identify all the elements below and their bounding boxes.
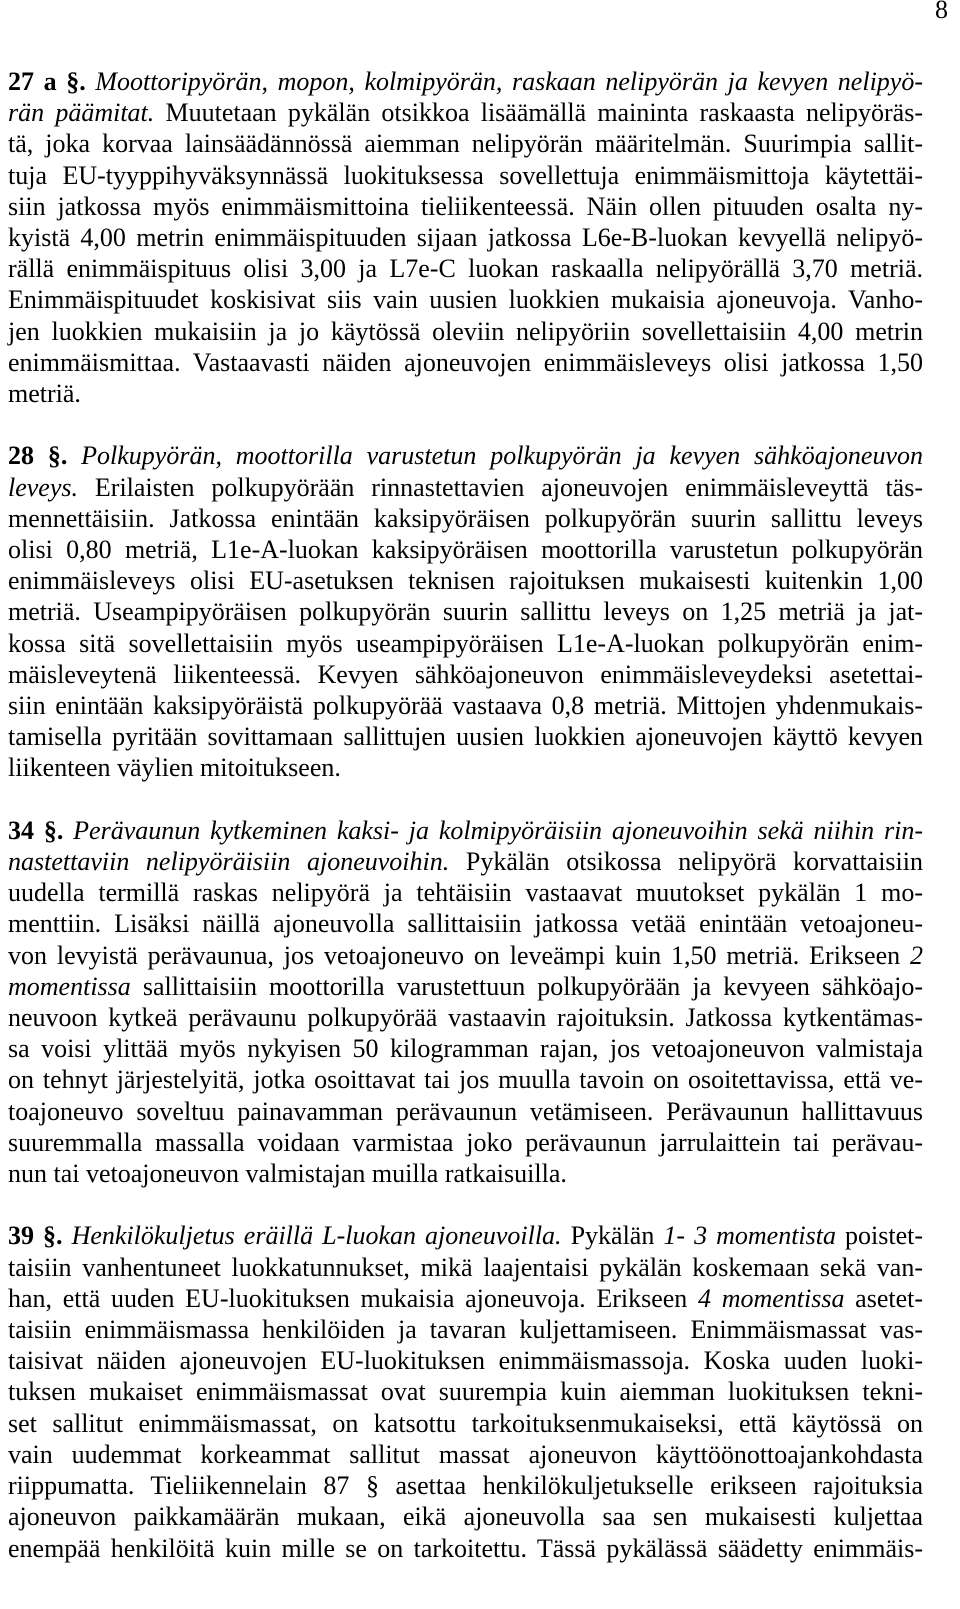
text-line [8, 191, 923, 222]
text-line [8, 1220, 923, 1251]
text-line [8, 1158, 923, 1189]
body-text: han, että uuden EU-luokituksen mukaisia ajoneuvoja. Erikseen [8, 1283, 698, 1313]
text-line [8, 1064, 923, 1095]
section-title: nastettaviin nelipyöräisiin ajoneuvoihin. [8, 847, 450, 877]
body-text: olisi 0,80 metriä, L1e-A-luokan kaksipyöräisen moottorilla varustetun polkupyörän [8, 535, 923, 565]
text-line [8, 97, 923, 128]
document-body [8, 66, 923, 1564]
body-text: on tehnyt järjestelyitä, jotka osoittavat tai jos muulla tavoin on osoitettavissa, että ve- [8, 1065, 923, 1095]
body-text: riippumatta. Tieliikennelain 87 § asettaa henkilökuljetukselle erikseen rajoituksia [8, 1471, 923, 1501]
section-title: Perävaunun kytkeminen kaksi- ja kolmipyöräisiin ajoneuvoihin sekä niihin rin- [63, 815, 924, 845]
body-text: von levyistä perävaunua, jos vetoajoneuvo on leveämpi kuin 1,50 metriä. Erikseen [8, 940, 910, 970]
text-line [8, 378, 923, 409]
body-text: tuja EU-tyyppihyväksynnässä luokituksessa sovellettuja enimmäismittoja käytettäi- [8, 160, 923, 190]
body-text: vain uudemmat korkeammat sallitut massat ajoneuvon käyttöönottoajankohdasta [8, 1439, 923, 1469]
section-28 [8, 440, 923, 783]
text-line [8, 1345, 923, 1376]
text-line [8, 596, 923, 627]
body-text: jen luokkien mukaisiin ja jo käytössä oleviin nelipyöriin sovellettaisiin 4,00 metrin [8, 316, 923, 346]
body-text: siin enintään kaksipyöräistä polkupyörää vastaava 0,8 metriä. Mittojen yhdenmukais- [8, 691, 923, 721]
section-27a [8, 66, 923, 409]
text-line [8, 128, 923, 159]
text-line [8, 565, 923, 596]
body-text: asetet- [844, 1283, 924, 1313]
body-text: menttiin. Lisäksi näillä ajoneuvolla sallittaisiin jatkossa vetää enintään vetoajoneu- [8, 909, 923, 939]
section-34 [8, 815, 923, 1189]
section-title: rän päämitat. [8, 98, 155, 128]
momentti-reference: 2 [910, 940, 923, 970]
momentti-reference: 4 momentissa [698, 1283, 845, 1313]
body-text: tä, joka korvaa lainsäädännössä aiemman nelipyörän määritelmän. Suurimpia sallit- [8, 129, 923, 159]
text-line [8, 253, 923, 284]
section-number: 28 §. [8, 441, 68, 471]
section-title: leveys. [8, 472, 79, 502]
section-title: Moottoripyörän, mopon, kolmipyörän, raskaan nelipyörän ja kevyen nelipyö- [85, 67, 923, 96]
text-line [8, 347, 923, 378]
text-line [8, 1501, 923, 1532]
text-line [8, 503, 923, 534]
body-text: toajoneuvo soveltuu painavamman perävaunun vetämiseen. Perävaunun hallittavuus [8, 1096, 923, 1126]
section-39 [8, 1220, 923, 1563]
text-line [8, 534, 923, 565]
body-text: Muutetaan pykälän otsikkoa lisäämällä maininta raskaasta nelipyöräs- [154, 98, 923, 128]
body-text: Pykälän otsikossa nelipyörä korvattaisiin [449, 847, 923, 877]
section-number: 27 a §. [8, 67, 86, 96]
body-text: taisiin enimmäismassa henkilöiden ja tavaran kuljettamiseen. Enimmäismassat vas- [8, 1315, 923, 1345]
text-line [8, 316, 923, 347]
body-text: Pykälän [561, 1221, 664, 1251]
text-line [8, 440, 923, 471]
body-text: metriä. [8, 379, 81, 409]
body-text: uudella termillä raskas nelipyörä ja tehtäisiin vastaavat muutokset pykälän 1 mo- [8, 878, 923, 908]
text-line [8, 1314, 923, 1345]
text-line [8, 877, 923, 908]
text-line [8, 690, 923, 721]
text-line [8, 815, 923, 846]
body-text: rällä enimmäispituus olisi 3,00 ja L7e-C luokan raskaalla nelipyörällä 3,70 metriä. [8, 254, 923, 284]
section-number: 39 §. [8, 1221, 63, 1251]
momentti-reference: 1- 3 momentista [663, 1221, 836, 1251]
body-text: tamisella pyritään sovittamaan sallittujen uusien luokkien ajoneuvojen käyttö kevyen [8, 722, 923, 752]
text-line [8, 908, 923, 939]
body-text: enempää henkilöitä kuin mille se on tarkoitettu. Tässä pykälässä säädetty enimmäis- [8, 1533, 923, 1563]
momentti-reference: momentissa [8, 971, 131, 1001]
body-text: taisiin vanhentuneet luokkatunnukset, mikä laajentaisi pykälän koskemaan sekä van- [8, 1252, 923, 1282]
body-text: enimmäisleveys olisi EU-asetuksen teknisen rajoituksen mukaisesti kuitenkin 1,00 [8, 566, 923, 596]
body-text: liikenteen väylien mitoitukseen. [8, 753, 341, 783]
body-text: nun tai vetoajoneuvon valmistajan muilla ratkaisuilla. [8, 1159, 567, 1189]
text-line [8, 846, 923, 877]
body-text: mennettäisiin. Jatkossa enintään kaksipyöräisen polkupyörän suurin sallittu leveys [8, 503, 923, 533]
text-line [8, 1033, 923, 1064]
text-line [8, 1470, 923, 1501]
body-text: sallittaisiin moottorilla varustettuun polkupyörään ja kevyeen sähköajo- [130, 971, 923, 1001]
section-title: Henkilökuljetus eräillä L-luokan ajoneuvoilla. [62, 1221, 562, 1251]
text-line [8, 1283, 923, 1314]
body-text: Enimmäispituudet koskisivat siis vain uusien luokkien mukaisia ajoneuvoja. Vanho- [8, 285, 923, 315]
body-text: poistet- [836, 1221, 924, 1251]
text-line [8, 284, 923, 315]
text-line [8, 66, 923, 97]
text-line [8, 971, 923, 1002]
body-text: sa voisi ylittää myös nykyisen 50 kilogramman rajan, jos vetoajoneuvon valmistaja [8, 1034, 923, 1064]
text-line [8, 721, 923, 752]
body-text: suuremmalla massalla voidaan varmistaa joko perävaunun jarrulaittein tai perävau- [8, 1127, 923, 1157]
text-line [8, 659, 923, 690]
section-title: Polkupyörän, moottorilla varustetun polkupyörän ja kevyen sähköajoneuvon [67, 441, 923, 471]
text-line [8, 1376, 923, 1407]
body-text: Erilaisten polkupyörään rinnastettavien ajoneuvojen enimmäisleveyttä täs- [78, 472, 923, 502]
body-text: taisivat näiden ajoneuvojen EU-luokituksen enimmäismassoja. Koska uuden luoki- [8, 1346, 923, 1376]
body-text: enimmäismittaa. Vastaavasti näiden ajoneuvojen enimmäisleveys olisi jatkossa 1,50 [8, 347, 923, 377]
text-line [8, 628, 923, 659]
text-line [8, 1408, 923, 1439]
text-line [8, 1533, 923, 1564]
page-number: 8 [935, 0, 948, 24]
text-line [8, 472, 923, 503]
text-line [8, 1096, 923, 1127]
text-line [8, 222, 923, 253]
body-text: mäisleveytenä liikenteessä. Kevyen sähköajoneuvon enimmäisleveydeksi asetettai- [8, 659, 923, 689]
section-number: 34 §. [8, 815, 64, 845]
text-line [8, 1002, 923, 1033]
text-line [8, 1127, 923, 1158]
body-text: ajoneuvon paikkamäärän mukaan, eikä ajoneuvolla saa sen mukaisesti kuljettaa [8, 1502, 923, 1532]
body-text: neuvoon kytkeä perävaunu polkupyörää vastaavin rajoituksin. Jatkossa kytkentämas- [8, 1003, 923, 1033]
body-text: set sallitut enimmäismassat, on katsottu tarkoituksenmukaiseksi, että käytössä on [8, 1408, 923, 1438]
text-line [8, 1439, 923, 1470]
text-line [8, 1252, 923, 1283]
body-text: siin jatkossa myös enimmäismittoina tieliikenteessä. Näin ollen pituuden osalta ny- [8, 191, 923, 221]
text-line [8, 752, 923, 783]
body-text: tuksen mukaiset enimmäismassat ovat suurempia kuin aiemman luokituksen tekni- [8, 1377, 923, 1407]
body-text: kossa sitä sovellettaisiin myös useampipyöräisen L1e-A-luokan polkupyörän enim- [8, 628, 923, 658]
body-text: metriä. Useampipyöräisen polkupyörän suurin sallittu leveys on 1,25 metriä ja jat- [8, 597, 923, 627]
text-line [8, 940, 923, 971]
text-line [8, 160, 923, 191]
body-text: kyistä 4,00 metrin enimmäispituuden sijaan jatkossa L6e-B-luokan kevyellä nelipyö- [8, 223, 923, 253]
